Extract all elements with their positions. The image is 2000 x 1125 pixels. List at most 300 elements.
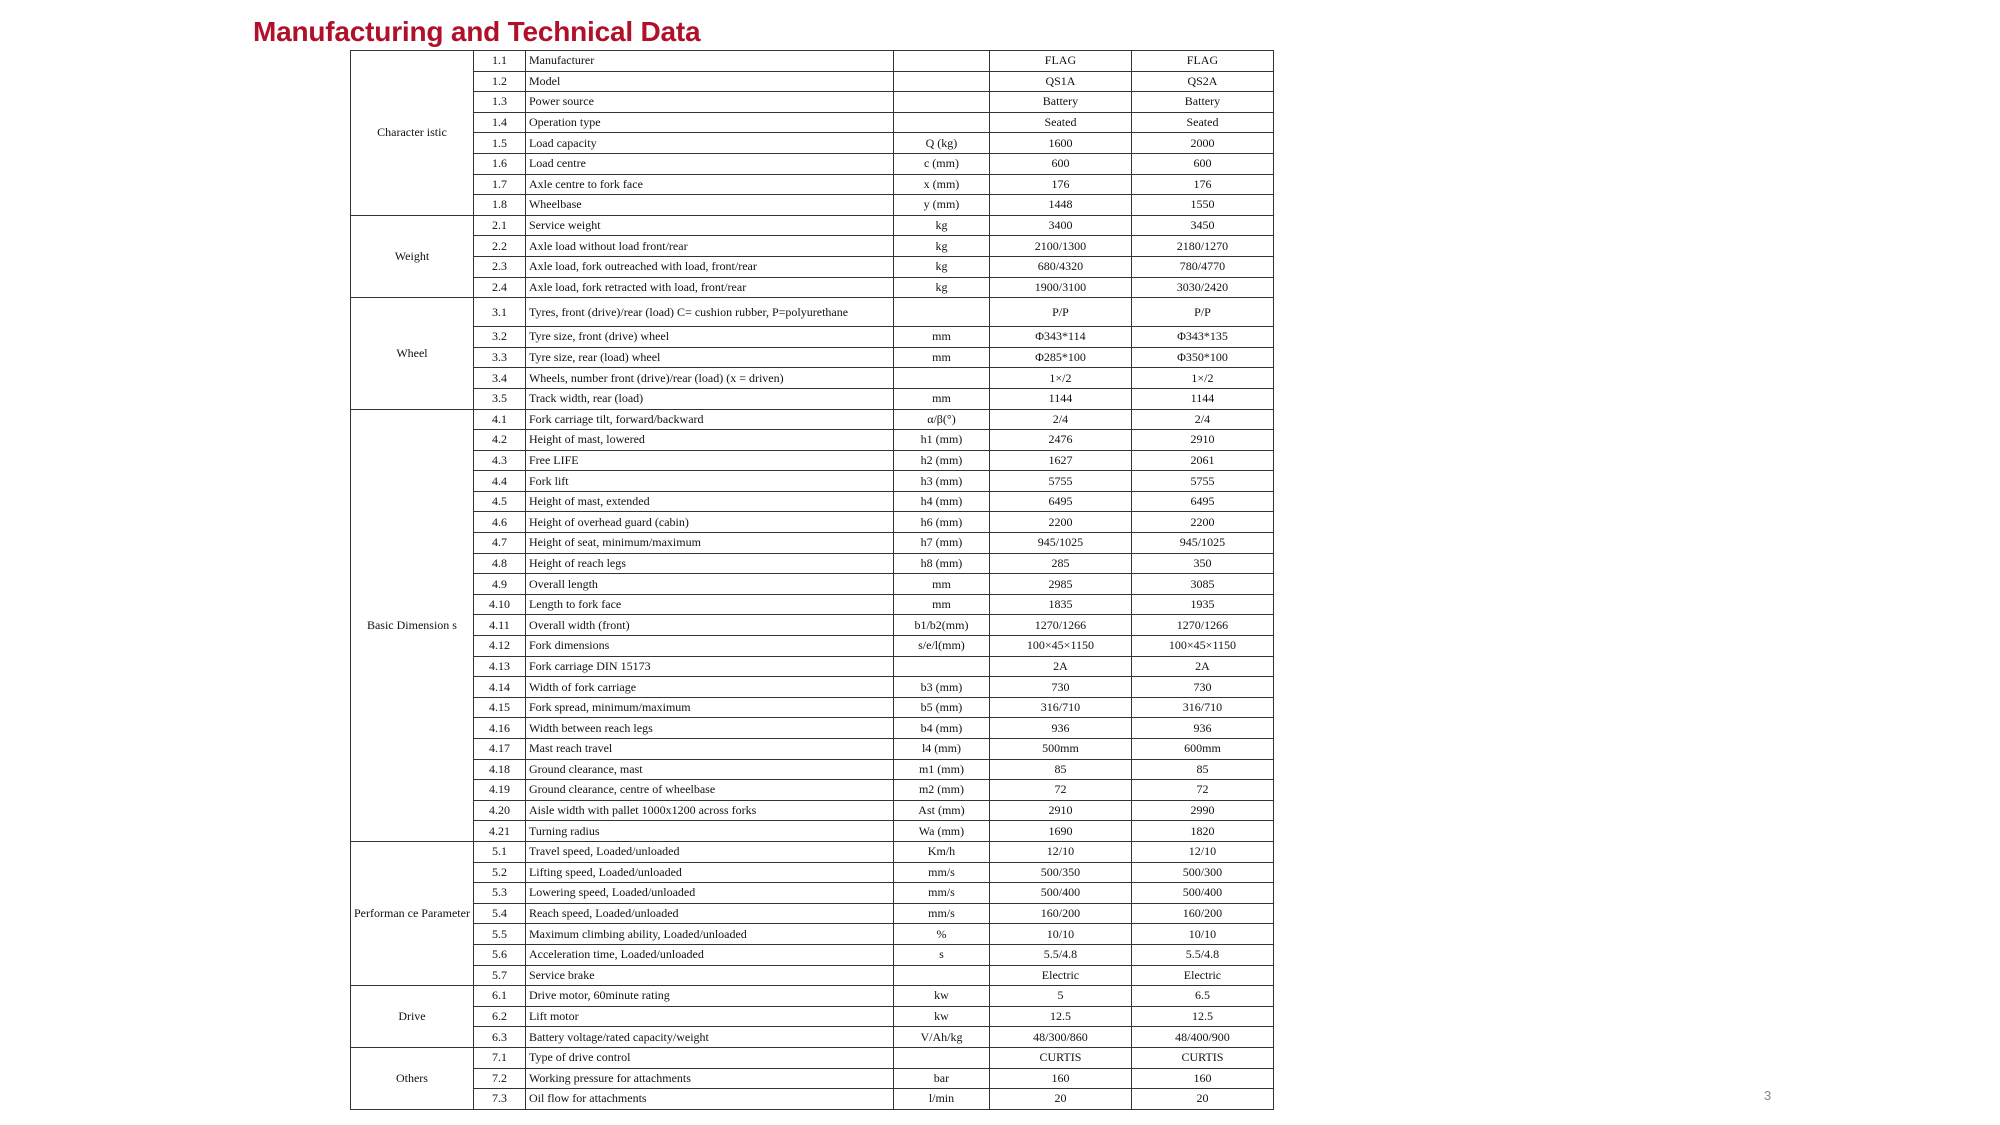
row-unit: kw bbox=[893, 986, 989, 1007]
value-qs2a: 2/4 bbox=[1131, 409, 1273, 430]
row-description: Working pressure for attachments bbox=[525, 1068, 893, 1089]
row-description: Tyres, front (drive)/rear (load) C= cushion rubber, P=polyurethane bbox=[525, 298, 893, 327]
value-qs1a: Φ285*100 bbox=[989, 347, 1131, 368]
row-unit: c (mm) bbox=[893, 153, 989, 174]
value-qs1a: 1900/3100 bbox=[989, 277, 1131, 298]
row-description: Height of mast, extended bbox=[525, 491, 893, 512]
table-row bbox=[351, 594, 1274, 615]
row-unit bbox=[893, 298, 989, 327]
row-number: 1.8 bbox=[473, 195, 525, 216]
value-qs2a: 2000 bbox=[1131, 133, 1273, 154]
row-number: 4.9 bbox=[473, 574, 525, 595]
value-qs2a: 2910 bbox=[1131, 430, 1273, 451]
row-number: 6.2 bbox=[473, 1006, 525, 1027]
value-qs1a: CURTIS bbox=[989, 1047, 1131, 1068]
table-row bbox=[351, 450, 1274, 471]
row-unit bbox=[893, 368, 989, 389]
value-qs1a: 48/300/860 bbox=[989, 1027, 1131, 1048]
value-qs1a: P/P bbox=[989, 298, 1131, 327]
table-row bbox=[351, 841, 1274, 862]
row-description: Height of reach legs bbox=[525, 553, 893, 574]
row-unit: kg bbox=[893, 277, 989, 298]
table-row bbox=[351, 1047, 1274, 1068]
value-qs1a: 285 bbox=[989, 553, 1131, 574]
table-row bbox=[351, 327, 1274, 348]
page-title: Manufacturing and Technical Data bbox=[253, 16, 701, 47]
row-number: 1.5 bbox=[473, 133, 525, 154]
row-number: 4.15 bbox=[473, 697, 525, 718]
row-unit: % bbox=[893, 924, 989, 945]
row-unit: V/Ah/kg bbox=[893, 1027, 989, 1048]
row-unit bbox=[893, 1047, 989, 1068]
row-number: 6.3 bbox=[473, 1027, 525, 1048]
value-qs1a: 5755 bbox=[989, 471, 1131, 492]
value-qs2a: 72 bbox=[1131, 780, 1273, 801]
table-row bbox=[351, 924, 1274, 945]
table-row bbox=[351, 1027, 1274, 1048]
row-number: 4.4 bbox=[473, 471, 525, 492]
table-row bbox=[351, 1068, 1274, 1089]
row-number: 7.1 bbox=[473, 1047, 525, 1068]
row-description: Axle load, fork retracted with load, front/rear bbox=[525, 277, 893, 298]
row-unit: s bbox=[893, 944, 989, 965]
value-qs1a: 160 bbox=[989, 1068, 1131, 1089]
table-row bbox=[351, 174, 1274, 195]
row-description: Fork carriage DIN 15173 bbox=[525, 656, 893, 677]
row-unit bbox=[893, 92, 989, 113]
table-row bbox=[351, 153, 1274, 174]
row-unit: y (mm) bbox=[893, 195, 989, 216]
row-number: 4.18 bbox=[473, 759, 525, 780]
row-unit: m2 (mm) bbox=[893, 780, 989, 801]
row-description: Load centre bbox=[525, 153, 893, 174]
row-number: 1.4 bbox=[473, 112, 525, 133]
table-row bbox=[351, 656, 1274, 677]
value-qs2a: 2A bbox=[1131, 656, 1273, 677]
row-number: 4.20 bbox=[473, 800, 525, 821]
row-description: Width between reach legs bbox=[525, 718, 893, 739]
table-row bbox=[351, 1089, 1274, 1110]
value-qs2a: Φ343*135 bbox=[1131, 327, 1273, 348]
row-number: 4.21 bbox=[473, 821, 525, 842]
value-qs2a: Battery bbox=[1131, 92, 1273, 113]
row-unit: mm/s bbox=[893, 903, 989, 924]
row-number: 4.16 bbox=[473, 718, 525, 739]
row-number: 4.11 bbox=[473, 615, 525, 636]
value-qs1a: 176 bbox=[989, 174, 1131, 195]
table-row bbox=[351, 491, 1274, 512]
value-qs2a: Electric bbox=[1131, 965, 1273, 986]
row-unit: h2 (mm) bbox=[893, 450, 989, 471]
table-row bbox=[351, 256, 1274, 277]
row-unit: h7 (mm) bbox=[893, 533, 989, 554]
row-unit bbox=[893, 71, 989, 92]
row-unit: bar bbox=[893, 1068, 989, 1089]
value-qs1a: 6495 bbox=[989, 491, 1131, 512]
row-number: 4.14 bbox=[473, 677, 525, 698]
row-description: Manufacturer bbox=[525, 51, 893, 72]
table-row bbox=[351, 821, 1274, 842]
value-qs1a: 100×45×1150 bbox=[989, 636, 1131, 657]
row-number: 5.2 bbox=[473, 862, 525, 883]
row-description: Oil flow for attachments bbox=[525, 1089, 893, 1110]
section-label: Weight bbox=[351, 215, 474, 297]
row-unit: l4 (mm) bbox=[893, 739, 989, 760]
value-qs2a: 3450 bbox=[1131, 215, 1273, 236]
value-qs2a: 1144 bbox=[1131, 388, 1273, 409]
row-unit: b5 (mm) bbox=[893, 697, 989, 718]
row-number: 6.1 bbox=[473, 986, 525, 1007]
row-number: 4.7 bbox=[473, 533, 525, 554]
row-unit: Ast (mm) bbox=[893, 800, 989, 821]
table-row bbox=[351, 512, 1274, 533]
value-qs1a: 1835 bbox=[989, 594, 1131, 615]
table-row bbox=[351, 636, 1274, 657]
table-row bbox=[351, 1006, 1274, 1027]
value-qs1a: 2910 bbox=[989, 800, 1131, 821]
row-number: 7.2 bbox=[473, 1068, 525, 1089]
row-number: 1.7 bbox=[473, 174, 525, 195]
value-qs2a: Φ350*100 bbox=[1131, 347, 1273, 368]
row-unit: x (mm) bbox=[893, 174, 989, 195]
value-qs2a: 600mm bbox=[1131, 739, 1273, 760]
value-qs2a: 730 bbox=[1131, 677, 1273, 698]
row-number: 5.1 bbox=[473, 841, 525, 862]
row-description: Overall width (front) bbox=[525, 615, 893, 636]
row-description: Lifting speed, Loaded/unloaded bbox=[525, 862, 893, 883]
row-unit bbox=[893, 51, 989, 72]
row-unit: Wa (mm) bbox=[893, 821, 989, 842]
value-qs2a: 936 bbox=[1131, 718, 1273, 739]
table-row bbox=[351, 615, 1274, 636]
row-description: Fork lift bbox=[525, 471, 893, 492]
table-row bbox=[351, 215, 1274, 236]
row-number: 4.6 bbox=[473, 512, 525, 533]
value-qs1a: 20 bbox=[989, 1089, 1131, 1110]
value-qs1a: FLAG bbox=[989, 51, 1131, 72]
row-number: 2.1 bbox=[473, 215, 525, 236]
row-description: Ground clearance, mast bbox=[525, 759, 893, 780]
value-qs2a: 1×/2 bbox=[1131, 368, 1273, 389]
row-description: Wheels, number front (drive)/rear (load) (x = driven) bbox=[525, 368, 893, 389]
row-description: Type of drive control bbox=[525, 1047, 893, 1068]
value-qs1a: 1690 bbox=[989, 821, 1131, 842]
row-description: Ground clearance, centre of wheelbase bbox=[525, 780, 893, 801]
row-description: Length to fork face bbox=[525, 594, 893, 615]
value-qs2a: 10/10 bbox=[1131, 924, 1273, 945]
row-description: Width of fork carriage bbox=[525, 677, 893, 698]
row-description: Service brake bbox=[525, 965, 893, 986]
row-number: 3.4 bbox=[473, 368, 525, 389]
value-qs2a: 6.5 bbox=[1131, 986, 1273, 1007]
value-qs2a: 3085 bbox=[1131, 574, 1273, 595]
row-description: Fork dimensions bbox=[525, 636, 893, 657]
table-row bbox=[351, 533, 1274, 554]
table-row bbox=[351, 986, 1274, 1007]
row-number: 4.5 bbox=[473, 491, 525, 512]
row-number: 4.19 bbox=[473, 780, 525, 801]
section-label: Drive bbox=[351, 986, 474, 1048]
table-row bbox=[351, 133, 1274, 154]
row-number: 3.3 bbox=[473, 347, 525, 368]
row-number: 1.6 bbox=[473, 153, 525, 174]
row-unit: h4 (mm) bbox=[893, 491, 989, 512]
table-row bbox=[351, 759, 1274, 780]
value-qs2a: 48/400/900 bbox=[1131, 1027, 1273, 1048]
row-number: 4.8 bbox=[473, 553, 525, 574]
value-qs1a: 5.5/4.8 bbox=[989, 944, 1131, 965]
row-description: Turning radius bbox=[525, 821, 893, 842]
row-unit: l/min bbox=[893, 1089, 989, 1110]
value-qs1a: 5 bbox=[989, 986, 1131, 1007]
row-description: Height of mast, lowered bbox=[525, 430, 893, 451]
table-row bbox=[351, 862, 1274, 883]
row-number: 5.3 bbox=[473, 883, 525, 904]
table-row bbox=[351, 739, 1274, 760]
table-row bbox=[351, 965, 1274, 986]
value-qs1a: 2100/1300 bbox=[989, 236, 1131, 257]
table-row bbox=[351, 800, 1274, 821]
table-row bbox=[351, 298, 1274, 327]
row-number: 4.17 bbox=[473, 739, 525, 760]
value-qs1a: 160/200 bbox=[989, 903, 1131, 924]
row-description: Free LIFE bbox=[525, 450, 893, 471]
row-unit: b1/b2(mm) bbox=[893, 615, 989, 636]
table-row bbox=[351, 409, 1274, 430]
row-unit: Km/h bbox=[893, 841, 989, 862]
value-qs2a: 945/1025 bbox=[1131, 533, 1273, 554]
row-unit: m1 (mm) bbox=[893, 759, 989, 780]
row-description: Track width, rear (load) bbox=[525, 388, 893, 409]
value-qs1a: Seated bbox=[989, 112, 1131, 133]
value-qs2a: 5755 bbox=[1131, 471, 1273, 492]
section-label: Basic Dimension s bbox=[351, 409, 474, 841]
value-qs2a: 2200 bbox=[1131, 512, 1273, 533]
table-row bbox=[351, 471, 1274, 492]
value-qs1a: 2A bbox=[989, 656, 1131, 677]
value-qs1a: 85 bbox=[989, 759, 1131, 780]
table-row bbox=[351, 780, 1274, 801]
value-qs2a: 12/10 bbox=[1131, 841, 1273, 862]
value-qs2a: 5.5/4.8 bbox=[1131, 944, 1273, 965]
value-qs2a: 20 bbox=[1131, 1089, 1273, 1110]
row-unit: kw bbox=[893, 1006, 989, 1027]
row-unit: h6 (mm) bbox=[893, 512, 989, 533]
table-row bbox=[351, 903, 1274, 924]
value-qs1a: 2/4 bbox=[989, 409, 1131, 430]
value-qs1a: 1×/2 bbox=[989, 368, 1131, 389]
value-qs1a: 945/1025 bbox=[989, 533, 1131, 554]
value-qs2a: 6495 bbox=[1131, 491, 1273, 512]
row-number: 1.2 bbox=[473, 71, 525, 92]
value-qs1a: 680/4320 bbox=[989, 256, 1131, 277]
value-qs1a: 12.5 bbox=[989, 1006, 1131, 1027]
row-unit: mm/s bbox=[893, 883, 989, 904]
row-unit: Q (kg) bbox=[893, 133, 989, 154]
value-qs2a: QS2A bbox=[1131, 71, 1273, 92]
row-number: 4.12 bbox=[473, 636, 525, 657]
row-number: 2.3 bbox=[473, 256, 525, 277]
value-qs2a: 160/200 bbox=[1131, 903, 1273, 924]
row-description: Axle load, fork outreached with load, front/rear bbox=[525, 256, 893, 277]
row-description: Fork spread, minimum/maximum bbox=[525, 697, 893, 718]
row-description: Aisle width with pallet 1000x1200 across forks bbox=[525, 800, 893, 821]
value-qs2a: 1935 bbox=[1131, 594, 1273, 615]
row-description: Tyre size, rear (load) wheel bbox=[525, 347, 893, 368]
value-qs1a: 1270/1266 bbox=[989, 615, 1131, 636]
row-number: 2.4 bbox=[473, 277, 525, 298]
table-row bbox=[351, 112, 1274, 133]
table-row bbox=[351, 71, 1274, 92]
value-qs1a: 500/400 bbox=[989, 883, 1131, 904]
value-qs2a: 500/400 bbox=[1131, 883, 1273, 904]
table-row bbox=[351, 574, 1274, 595]
row-description: Axle load without load front/rear bbox=[525, 236, 893, 257]
table-row bbox=[351, 92, 1274, 113]
value-qs1a: 1448 bbox=[989, 195, 1131, 216]
value-qs2a: P/P bbox=[1131, 298, 1273, 327]
value-qs1a: 1144 bbox=[989, 388, 1131, 409]
value-qs2a: 100×45×1150 bbox=[1131, 636, 1273, 657]
spec-table bbox=[350, 50, 1274, 1110]
value-qs2a: 1820 bbox=[1131, 821, 1273, 842]
table-row bbox=[351, 718, 1274, 739]
row-description: Operation type bbox=[525, 112, 893, 133]
row-unit: b3 (mm) bbox=[893, 677, 989, 698]
row-number: 2.2 bbox=[473, 236, 525, 257]
row-unit: b4 (mm) bbox=[893, 718, 989, 739]
value-qs2a: CURTIS bbox=[1131, 1047, 1273, 1068]
row-number: 3.1 bbox=[473, 298, 525, 327]
row-number: 1.3 bbox=[473, 92, 525, 113]
value-qs2a: 2180/1270 bbox=[1131, 236, 1273, 257]
value-qs1a: 72 bbox=[989, 780, 1131, 801]
row-number: 5.7 bbox=[473, 965, 525, 986]
row-description: Axle centre to fork face bbox=[525, 174, 893, 195]
row-unit: α/β(°) bbox=[893, 409, 989, 430]
table-row bbox=[351, 944, 1274, 965]
value-qs2a: 350 bbox=[1131, 553, 1273, 574]
row-unit: s/e/l(mm) bbox=[893, 636, 989, 657]
table-row bbox=[351, 368, 1274, 389]
section-label: Character istic bbox=[351, 51, 474, 216]
row-description: Load capacity bbox=[525, 133, 893, 154]
value-qs2a: 1270/1266 bbox=[1131, 615, 1273, 636]
value-qs1a: 316/710 bbox=[989, 697, 1131, 718]
row-number: 4.3 bbox=[473, 450, 525, 471]
value-qs2a: 2990 bbox=[1131, 800, 1273, 821]
row-number: 5.6 bbox=[473, 944, 525, 965]
table-row bbox=[351, 236, 1274, 257]
value-qs1a: 2200 bbox=[989, 512, 1131, 533]
row-number: 3.5 bbox=[473, 388, 525, 409]
row-unit bbox=[893, 965, 989, 986]
value-qs2a: FLAG bbox=[1131, 51, 1273, 72]
value-qs2a: 2061 bbox=[1131, 450, 1273, 471]
row-number: 7.3 bbox=[473, 1089, 525, 1110]
row-description: Fork carriage tilt, forward/backward bbox=[525, 409, 893, 430]
row-unit: kg bbox=[893, 256, 989, 277]
value-qs1a: Φ343*114 bbox=[989, 327, 1131, 348]
spec-table-body bbox=[351, 51, 1274, 1110]
row-unit bbox=[893, 656, 989, 677]
table-row bbox=[351, 430, 1274, 451]
value-qs1a: 500/350 bbox=[989, 862, 1131, 883]
row-description: Drive motor, 60minute rating bbox=[525, 986, 893, 1007]
row-unit: h8 (mm) bbox=[893, 553, 989, 574]
row-description: Maximum climbing ability, Loaded/unloaded bbox=[525, 924, 893, 945]
row-number: 4.1 bbox=[473, 409, 525, 430]
row-number: 5.5 bbox=[473, 924, 525, 945]
value-qs1a: Battery bbox=[989, 92, 1131, 113]
value-qs1a: 2476 bbox=[989, 430, 1131, 451]
row-description: Travel speed, Loaded/unloaded bbox=[525, 841, 893, 862]
row-number: 4.13 bbox=[473, 656, 525, 677]
table-row bbox=[351, 347, 1274, 368]
row-unit: kg bbox=[893, 215, 989, 236]
value-qs2a: 500/300 bbox=[1131, 862, 1273, 883]
row-number: 1.1 bbox=[473, 51, 525, 72]
value-qs1a: 730 bbox=[989, 677, 1131, 698]
row-description: Mast reach travel bbox=[525, 739, 893, 760]
value-qs2a: 316/710 bbox=[1131, 697, 1273, 718]
page-number: 3 bbox=[1764, 1088, 1772, 1103]
value-qs1a: 936 bbox=[989, 718, 1131, 739]
value-qs2a: Seated bbox=[1131, 112, 1273, 133]
value-qs1a: 500mm bbox=[989, 739, 1131, 760]
row-unit: h3 (mm) bbox=[893, 471, 989, 492]
table-row bbox=[351, 277, 1274, 298]
row-description: Reach speed, Loaded/unloaded bbox=[525, 903, 893, 924]
row-description: Service weight bbox=[525, 215, 893, 236]
row-unit bbox=[893, 112, 989, 133]
value-qs1a: Electric bbox=[989, 965, 1131, 986]
row-number: 4.2 bbox=[473, 430, 525, 451]
row-description: Model bbox=[525, 71, 893, 92]
value-qs1a: 10/10 bbox=[989, 924, 1131, 945]
table-row bbox=[351, 697, 1274, 718]
value-qs1a: 12/10 bbox=[989, 841, 1131, 862]
value-qs1a: 2985 bbox=[989, 574, 1131, 595]
row-unit: kg bbox=[893, 236, 989, 257]
row-unit: mm bbox=[893, 388, 989, 409]
section-label: Others bbox=[351, 1047, 474, 1109]
row-number: 3.2 bbox=[473, 327, 525, 348]
value-qs2a: 176 bbox=[1131, 174, 1273, 195]
value-qs2a: 85 bbox=[1131, 759, 1273, 780]
row-unit: mm/s bbox=[893, 862, 989, 883]
row-description: Height of seat, minimum/maximum bbox=[525, 533, 893, 554]
table-row bbox=[351, 388, 1274, 409]
table-row bbox=[351, 883, 1274, 904]
value-qs1a: 1627 bbox=[989, 450, 1131, 471]
row-description: Overall length bbox=[525, 574, 893, 595]
row-description: Height of overhead guard (cabin) bbox=[525, 512, 893, 533]
row-number: 4.10 bbox=[473, 594, 525, 615]
table-row bbox=[351, 553, 1274, 574]
row-unit: h1 (mm) bbox=[893, 430, 989, 451]
value-qs1a: 3400 bbox=[989, 215, 1131, 236]
value-qs2a: 12.5 bbox=[1131, 1006, 1273, 1027]
row-description: Acceleration time, Loaded/unloaded bbox=[525, 944, 893, 965]
row-description: Battery voltage/rated capacity/weight bbox=[525, 1027, 893, 1048]
table-row bbox=[351, 51, 1274, 72]
row-description: Power source bbox=[525, 92, 893, 113]
value-qs2a: 780/4770 bbox=[1131, 256, 1273, 277]
row-unit: mm bbox=[893, 574, 989, 595]
value-qs1a: 1600 bbox=[989, 133, 1131, 154]
row-unit: mm bbox=[893, 347, 989, 368]
